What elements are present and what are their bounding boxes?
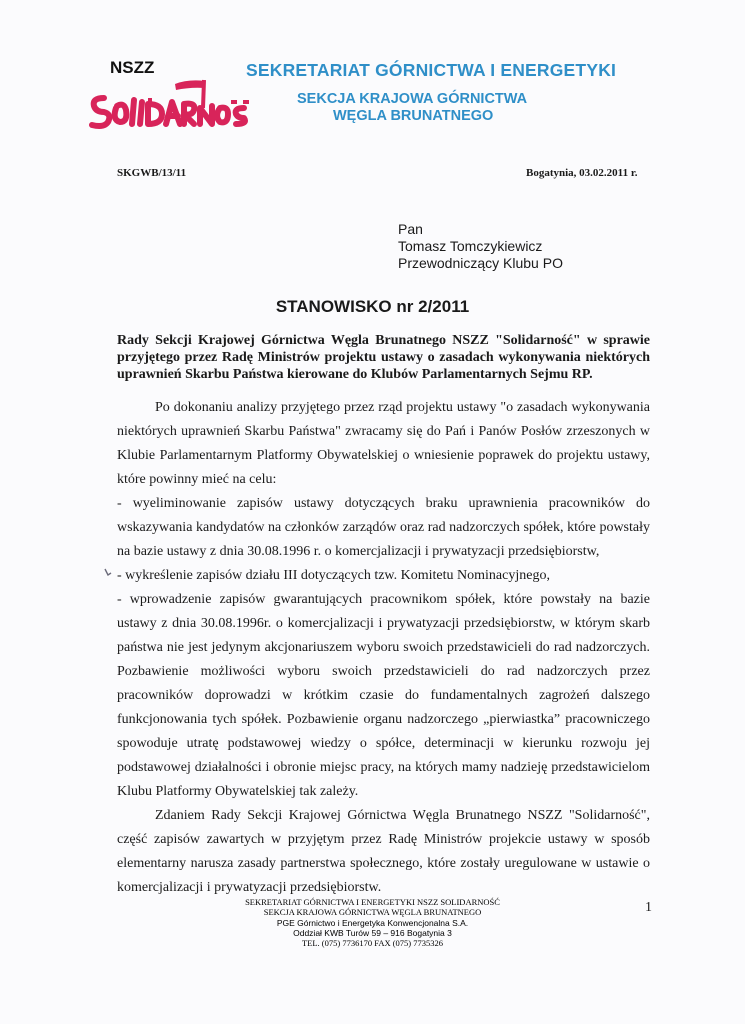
handwritten-tick-mark <box>104 567 112 579</box>
body-intro-paragraph: Po dokonaniu analizy przyjętego przez rząd projektu ustawy "o zasadach wykonywania niektórych uprawnień Skarbu Państwa" zwracamy się do Pań i Panów Posłów zrzeszonych w Klubie Parlamentarnym Platformy Obywatelskiej o wniesienie poprawek do projektu ustawy, które powinny mieć na celu: <box>117 400 650 487</box>
body-list-item: - wyeliminowanie zapisów ustawy dotyczących braku uprawnienia pracowników do wskazywania kandydatów na członków zarządów oraz rad nadzorczych spółek, które powstały na bazie ustawy z dnia 30.08.1996 r. o komercjalizacji i prywatyzacji przedsiębiorstw, <box>117 496 650 559</box>
document-body <box>117 396 650 900</box>
letterhead-title: SEKRETARIAT GÓRNICTWA I ENERGETYKI <box>246 60 617 80</box>
body-list-item: - wprowadzenie zapisów gwarantujących pracownikom spółek, które powstały na bazie ustawy z dnia 30.08.1996r. o komercjalizacji i prywatyzacji przedsiębiorstw, w którym skarb państwa nie jest jedynym akcjonariuszem wyboru swoich przedstawicieli do rad nadzorczych. Pozbawienie możliwości wyboru swoich przedstawicieli do rad nadzorczych przez pracowników doprowadzi w krótkim czasie do fundamentalnych zagrożeń dalszego funkcjonowania tych spółek. Pozbawienie organu nadzorczego „pierwiastka” pracowniczego spowoduje utratę podstawowej wiedzy o spółce, determinacji w kierunku rozwoju jej podstawowej działalności i obronie miejsc pracy, na których mamy nadzieję przedstawicielom Klubu Platformy Obywatelskiej tak zależy. <box>117 592 650 799</box>
page-number: 1 <box>645 900 652 915</box>
logo-nszz-text: NSZZ <box>110 58 155 77</box>
letterhead-subtitle-line1: SEKCJA KRAJOWA GÓRNICTWA <box>297 91 528 107</box>
addressee-salutation: Pan <box>398 221 423 237</box>
addressee-position: Przewodniczący Klubu PO <box>398 255 563 271</box>
body-conclusion-paragraph: Zdaniem Rady Sekcji Krajowej Górnictwa Węgla Brunatnego NSZZ "Solidarność", część zapisów zawartych w przyjętym przez Radę Ministrów projekcie ustawy w sposób elementarny narusza zasady partnerstwa społecznego, które zostały uregulowane w ustawie o komercjalizacji i prywatyzacji przedsiębiorstw. <box>117 808 650 895</box>
footer-line: PGE Górnictwo i Energetyka Konwencjonalna S.A. <box>276 917 469 928</box>
document-title: STANOWISKO nr 2/2011 <box>275 297 470 316</box>
document-subject: Rady Sekcji Krajowej Górnictwa Węgla Brunatnego NSZZ "Solidarność" w sprawie przyjętego przez Radę Ministrów projektu ustawy o zasadach wykonywania niektórych uprawnień Skarbu Państwa kierowane do Klubów Parlamentarnych Sejmu RP. <box>117 333 650 382</box>
body-list-item: - wykreślenie zapisów działu III dotyczących tzw. Komitetu Nominacyjnego, <box>117 568 550 583</box>
addressee-name: Tomasz Tomczykiewicz <box>398 238 543 254</box>
solidarnosc-wordmark-icon <box>84 68 256 132</box>
solidarnosc-logo <box>84 58 256 130</box>
letter-date: Bogatynia, 03.02.2011 r. <box>526 167 638 179</box>
footer-line: Oddział KWB Turów 59 – 916 Bogatynia 3 <box>293 927 452 938</box>
reference-number: SKGWB/13/11 <box>117 167 187 179</box>
footer-address-block <box>0 897 745 948</box>
footer-line: SEKCJA KRAJOWA GÓRNICTWA WĘGLA BRUNATNEGO <box>263 907 482 918</box>
footer-line: SEKRETARIAT GÓRNICTWA I ENERGETYKI NSZZ SOLIDARNOŚĆ <box>245 897 500 907</box>
letterhead-subtitle-line2: WĘGLA BRUNATNEGO <box>333 108 494 124</box>
footer-line: TEL. (075) 7736170 FAX (075) 7735326 <box>301 938 444 949</box>
